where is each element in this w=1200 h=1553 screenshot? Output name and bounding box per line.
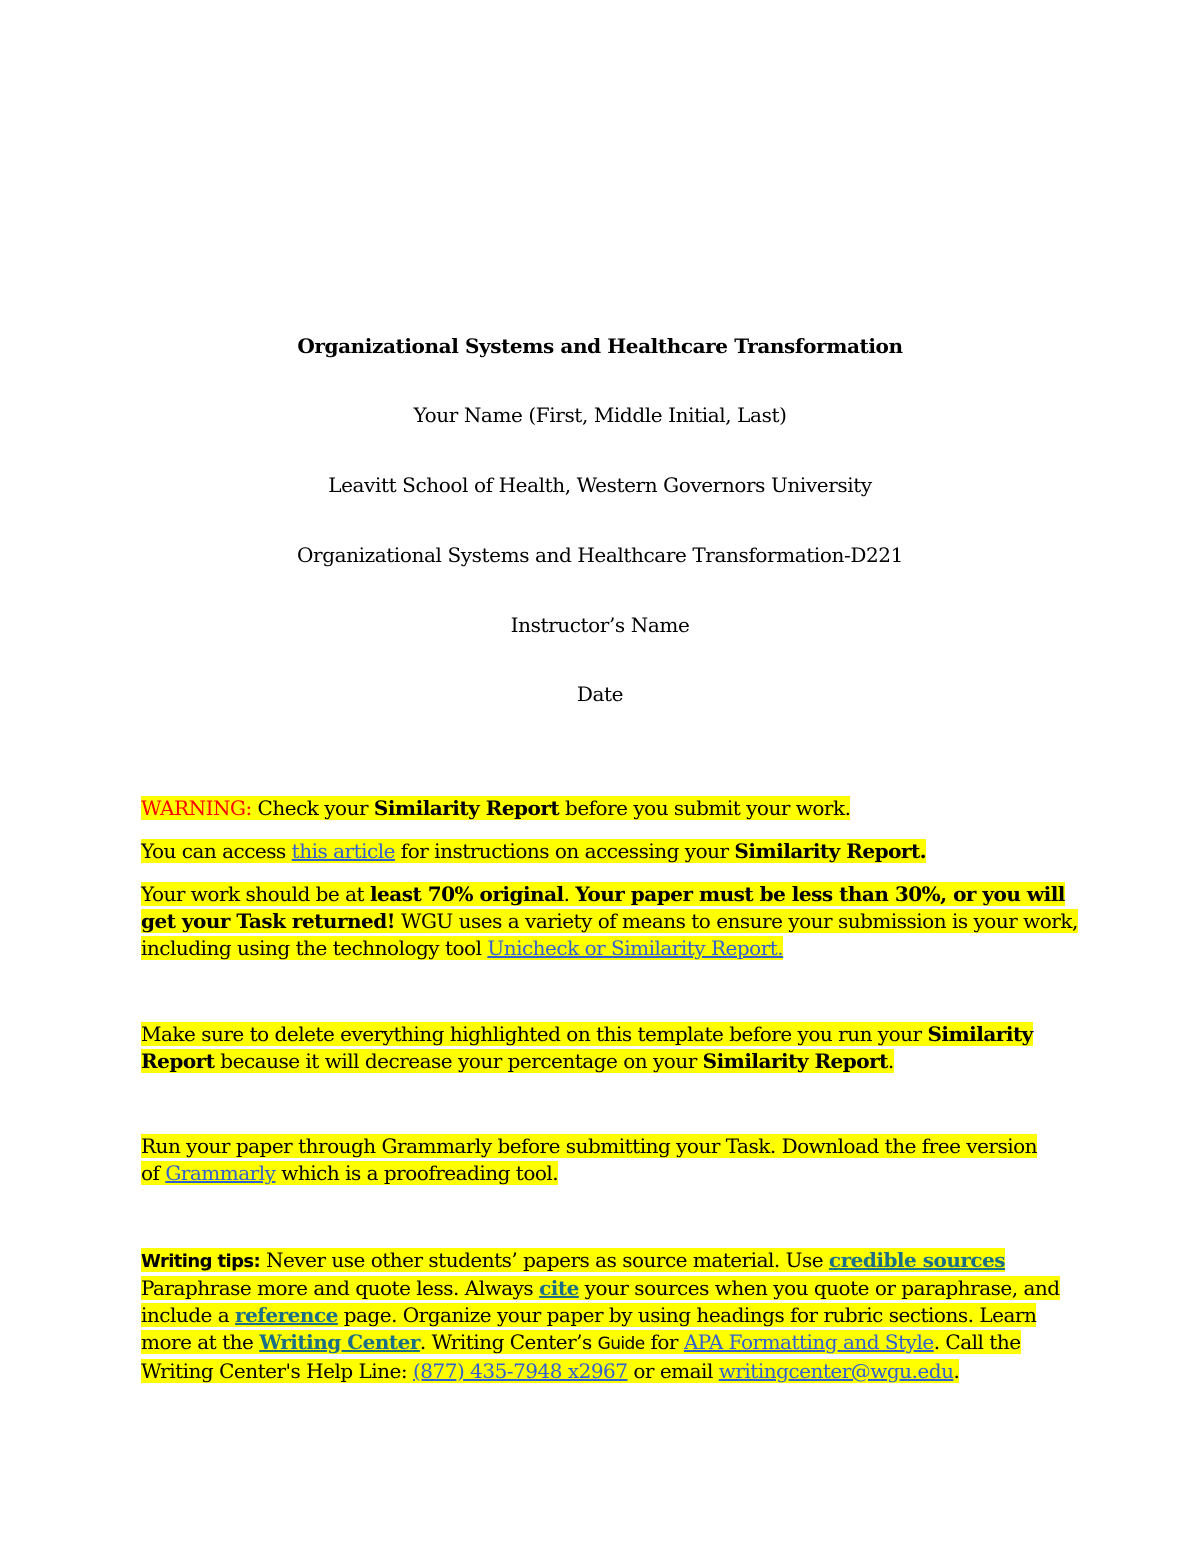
this-article-link[interactable]: this article [291,839,395,863]
writing-tips-label: Writing tips: [141,1251,261,1272]
course-name: Organizational Systems and Healthcare Transformation-D221 [297,543,903,567]
writing-center-email-link[interactable]: writingcenter@wgu.edu [718,1359,954,1383]
help-line-phone-link[interactable]: (877) 435-7948 x2967 [413,1359,628,1383]
grammarly-link[interactable]: Grammarly [165,1161,276,1185]
access-paragraph: You can access this article for instructions on accessing your Similarity Report. [141,839,927,863]
paper-title: Organizational Systems and Healthcare Transformation [297,334,903,358]
school-affiliation: Leavitt School of Health, Western Governors University [328,473,872,497]
warning-paragraph: WARNING: Check your Similarity Report before you submit your work. [141,796,851,820]
date-line: Date [576,682,624,706]
author-name: Your Name (First, Middle Initial, Last) [413,403,787,427]
writing-center-link[interactable]: Writing Center [259,1330,420,1354]
grammarly-paragraph: Run your paper through Grammarly before submitting your Task. Download the free version of Grammarly which is a proofreading tool. [141,1134,1038,1185]
reference-link[interactable]: reference [235,1303,338,1327]
writing-tips-paragraph: Writing tips: Never use other students’ papers as source material. Use credible sources Paraphrase more and quote less. Always cite your sources when you quote or paraphrase, and include a reference page. Organize your paper by using headings for rubric sections. Learn more at the Writing Center. Writing Center’s Guide for APA Formatting and Style. Call the Writing Center's Help Line: (877) 435-7948 x2967 or email writingcenter@wgu.edu. [141,1248,1060,1383]
delete-highlight-paragraph: Make sure to delete everything highlighted on this template before you run your Similarity Report because it will decrease your percentage on your Similarity Report. [141,1022,1033,1073]
unicheck-link[interactable]: Unicheck or Similarity Report. [487,936,784,960]
originality-paragraph: Your work should be at least 70% original. Your paper must be less than 30%, or you will get your Task returned! WGU uses a variety of means to ensure your submission is your work, including using the technology tool Unicheck or Similarity Report. [141,882,1078,960]
instructor-name: Instructor’s Name [510,613,690,637]
cite-link[interactable]: cite [539,1276,579,1300]
apa-formatting-link[interactable]: APA Formatting and Style [683,1330,934,1354]
warning-label: WARNING: [141,796,252,820]
credible-sources-link[interactable]: credible sources [828,1248,1006,1272]
